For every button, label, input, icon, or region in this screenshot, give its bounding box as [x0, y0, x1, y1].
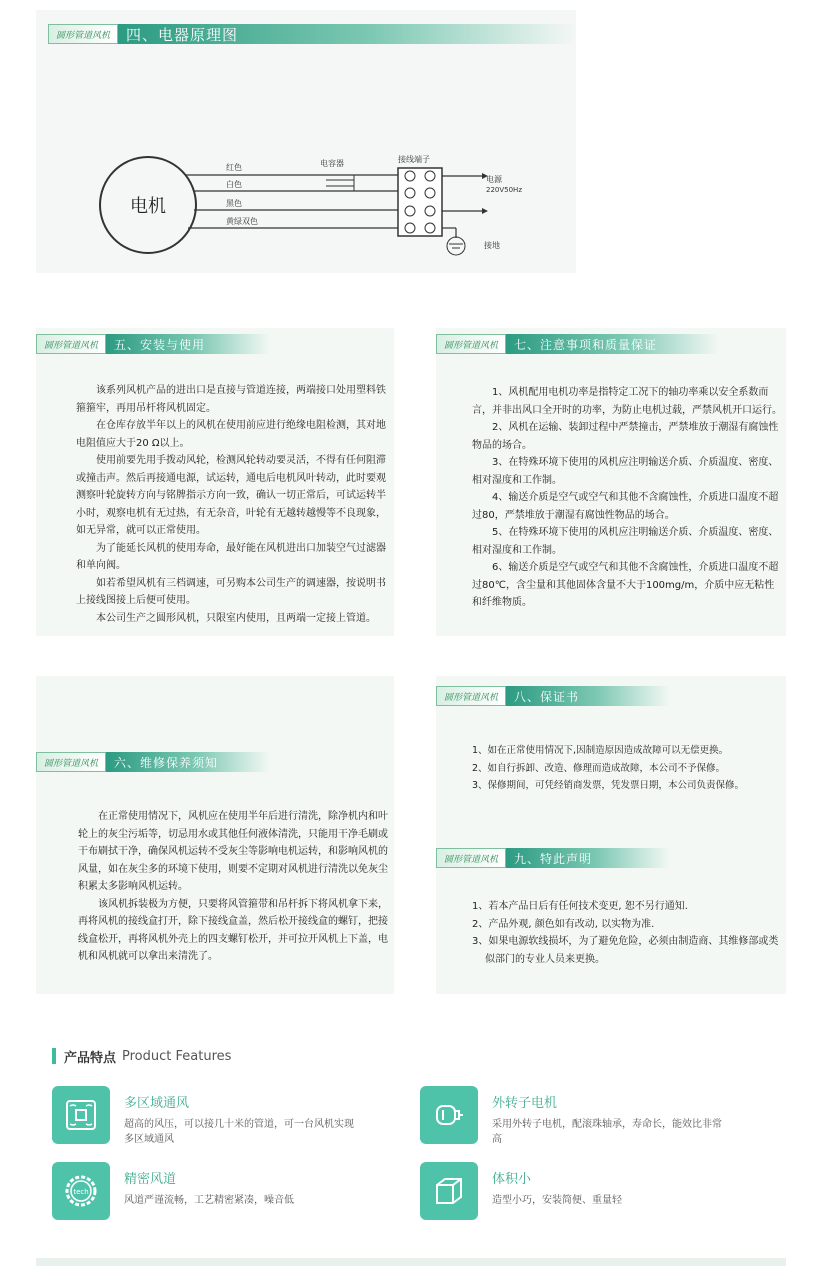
features-heading-en: Product Features	[122, 1048, 232, 1064]
tech-gear-icon	[52, 1162, 110, 1220]
feature-desc: 超高的风压，可以接几十米的管道，可一台风机实现多区域通风	[124, 1119, 354, 1145]
list-item: 3、如果电源软线损坏，为了避免危险，必须由制造商、其维修部或类似部门的专业人员来更换。	[472, 936, 779, 965]
section-tag: 圆形管道风机	[36, 334, 106, 354]
wire-white-label: 白色	[226, 180, 242, 189]
section5-title: 五、安装与使用	[106, 334, 270, 354]
list-item: 2、如自行拆卸、改造、修理而造成故障，本公司不予保修。	[472, 762, 726, 774]
tech-label: tech	[73, 1188, 89, 1196]
paragraph: 该风机拆装极为方便，只要将风管箍带和吊杆拆下将风机拿下来，再将风机的接线盒打开，除下接线盒盖，然后松开接线盒的螺钉，把接线盒松开，再将风机外壳上的四支螺钉松开，并可拉开风机上下盖，电机和风机就可以拿出来清洗了。	[78, 898, 388, 962]
feature-title: 体积小	[492, 1172, 532, 1187]
features-heading-cn: 产品特点	[64, 1050, 117, 1066]
section7-title: 七、注意事项和质量保证	[506, 334, 720, 354]
terminal-label: 接线端子	[398, 155, 430, 164]
power-label: 电源	[486, 175, 502, 184]
list-item: 1、若本产品日后有任何技术变更, 恕不另行通知.	[472, 901, 688, 912]
paragraph: 本公司生产之圆形风机，只限室内使用，且两端一定接上管道。	[96, 612, 376, 624]
terminal-block	[398, 168, 442, 236]
paragraph: 6、输送介质是空气或空气和其他不含腐蚀性，介质进口温度不超过80℃，含尘量和其他固体含量不大于100mg/m，介质中应无粘性和纤维物质。	[472, 562, 779, 608]
feature-title: 精密风道	[124, 1172, 177, 1187]
section7-text	[472, 384, 784, 612]
wire-yg-label: 黄绿双色	[226, 217, 258, 226]
wiring-diagram-panel	[36, 10, 576, 273]
section7-header	[436, 334, 720, 354]
feature-desc: 风道严谨流畅，工艺精密紧凑，噪音低	[124, 1195, 294, 1206]
paragraph: 3、在特殊环境下使用的风机应注明输送介质、介质温度、密度、相对湿度和工作制。	[472, 457, 779, 486]
feature-item	[52, 1086, 359, 1147]
multi-zone-icon	[52, 1086, 110, 1144]
wiring-diagram	[36, 10, 576, 273]
section-tag: 圆形管道风机	[436, 334, 506, 354]
list-item: 1、如在正常使用情况下,因制造原因造成故障可以无偿更换。	[472, 745, 729, 756]
section8-title: 八、保证书	[506, 686, 670, 706]
paragraph: 在正常使用情况下，风机应在使用半年后进行清洗，除净机内和叶轮上的灰尘污垢等，切忌用水或其他任何液体清洗，只能用干净毛刷或干布刷拭干净，确保风机运转不受灰尘等影响电机运转，和影响风机的风量，如在灰尘多的环境下使用，则要不定期对风机进行清洗以免灰尘积累太多影响风机运转。	[78, 811, 388, 892]
features-heading	[52, 1047, 231, 1065]
section-tag: 圆形管道风机	[36, 752, 106, 772]
section9-title: 九、特此声明	[506, 848, 670, 868]
list-item: 2、产品外观, 颜色如有改动, 以实物为准.	[472, 918, 655, 930]
section6-text	[78, 808, 390, 966]
bottom-strip	[36, 1258, 786, 1266]
feature-desc: 采用外转子电机，配滚珠轴承，寿命长，能效比非常高	[492, 1119, 722, 1145]
wire-black-label: 黑色	[226, 199, 242, 208]
section-tag: 圆形管道风机	[436, 848, 506, 868]
paragraph: 1、风机配用电机功率是指特定工况下的轴功率乘以安全系数而言，并非出风口全开时的功率，为防止电机过载，严禁风机开口运行。	[472, 387, 782, 416]
paragraph: 使用前要先用手拨动风轮，检测风轮转动要灵活，不得有任何阻滞或撞击声。然后再接通电源，试运转，通电后电机风叶转动，此时要观测察叶轮旋转方向与铭牌指示方向一致，确认一切正常后，可试运转半小时，观察电机有无过热，有无杂音，叶轮有无越转越慢等不良现象，如无异常，就可以正常使用。	[76, 455, 386, 536]
section5-text	[76, 382, 390, 627]
section9-header	[436, 848, 670, 868]
heading-marker	[52, 1048, 56, 1064]
section6-header	[36, 752, 270, 772]
section6-title: 六、维修保养须知	[106, 752, 270, 772]
feature-item	[52, 1162, 359, 1220]
section4-title: 四、电器原理图	[118, 24, 576, 44]
paragraph: 4、输送介质是空气或空气和其他不含腐蚀性，介质进口温度不超过80，严禁堆放于潮湿有腐蚀性物品的场合。	[472, 492, 779, 521]
paragraph: 2、风机在运输、装卸过程中严禁撞击，严禁堆放于潮湿有腐蚀性物品的场合。	[472, 422, 779, 451]
list-item: 3、保修期间，可凭经销商发票，凭发票日期，本公司负责保修。	[472, 780, 745, 791]
section-tag: 圆形管道风机	[48, 24, 118, 44]
feature-item	[420, 1086, 727, 1147]
wire-red-label: 红色	[226, 163, 242, 172]
section5-header	[36, 334, 270, 354]
feature-title: 外转子电机	[492, 1096, 558, 1111]
paragraph: 在仓库存放半年以上的风机在使用前应进行绝缘电阻检测，其对地电阻值应大于20 Ω以上。	[76, 420, 386, 449]
motor-icon	[420, 1086, 478, 1144]
feature-title: 多区域通风	[124, 1096, 190, 1111]
paragraph: 5、在特殊环境下使用的风机应注明输送介质、介质温度、密度、相对湿度和工作制。	[472, 527, 779, 556]
ground-label: 接地	[484, 241, 500, 250]
power-spec-label: 220V50Hz	[486, 186, 522, 194]
section8-header	[436, 686, 670, 706]
section9-list	[472, 898, 784, 968]
feature-item	[420, 1162, 727, 1220]
capacitor-label: 电容器	[320, 159, 344, 168]
feature-desc: 造型小巧，安装简便、重量轻	[492, 1195, 622, 1206]
paragraph: 如若希望风机有三档调速，可另购本公司生产的调速器，按说明书上接线图接上后便可使用。	[76, 577, 386, 606]
section-tag: 圆形管道风机	[436, 686, 506, 706]
motor-label: 电机	[130, 196, 166, 217]
paragraph: 为了能延长风机的使用寿命，最好能在风机进出口加装空气过滤器和单向阀。	[76, 542, 386, 571]
paragraph: 该系列风机产品的进出口是直接与管道连接，两端接口处用塑料铁箍箍牢，再用吊杆将风机固定。	[76, 385, 386, 414]
section8-list	[472, 742, 786, 795]
cube-icon	[420, 1162, 478, 1220]
